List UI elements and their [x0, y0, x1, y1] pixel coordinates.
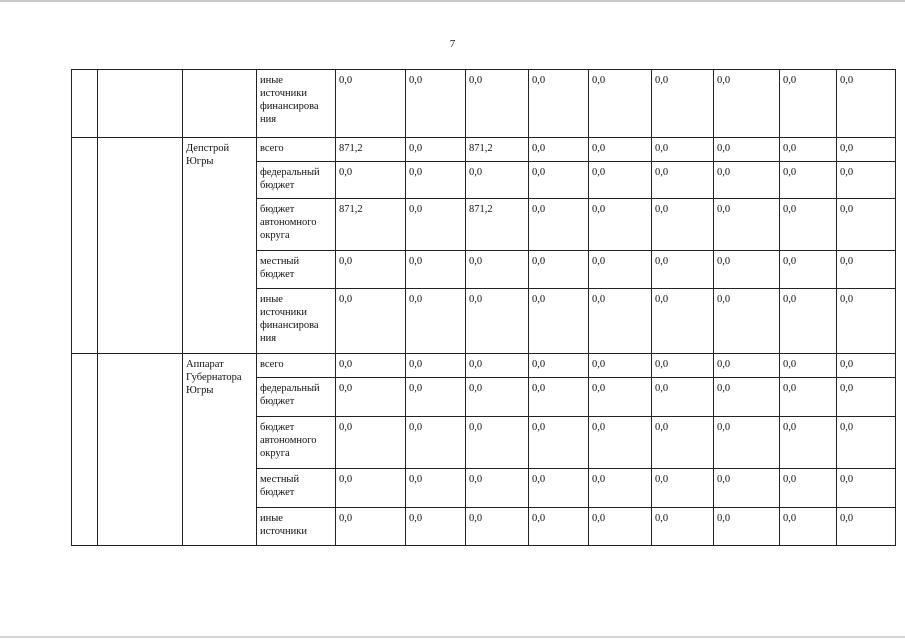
value-cell: 0,0: [466, 289, 529, 354]
value-cell: 0,0: [714, 354, 780, 378]
source-cell: бюджет автономного округа: [257, 417, 336, 469]
value-cell: 0,0: [652, 138, 714, 162]
value-cell: 0,0: [837, 508, 896, 546]
value-cell: 0,0: [780, 417, 837, 469]
value-cell: 0,0: [652, 162, 714, 199]
value-cell: 0,0: [336, 354, 406, 378]
value-cell: 0,0: [714, 162, 780, 199]
value-cell: 0,0: [529, 417, 589, 469]
source-cell: всего: [257, 354, 336, 378]
value-cell: 0,0: [466, 508, 529, 546]
value-cell: 0,0: [780, 354, 837, 378]
source-cell: федеральный бюджет: [257, 378, 336, 417]
value-cell: 0,0: [714, 70, 780, 138]
value-cell: 0,0: [589, 378, 652, 417]
value-cell: 0,0: [529, 378, 589, 417]
value-cell: 0,0: [466, 251, 529, 289]
value-cell: 0,0: [406, 138, 466, 162]
executor-cell: Депстрой Югры: [183, 138, 257, 354]
value-cell: 0,0: [589, 162, 652, 199]
value-cell: 0,0: [652, 417, 714, 469]
value-cell: 0,0: [780, 469, 837, 508]
value-cell: 0,0: [652, 289, 714, 354]
value-cell: 0,0: [589, 289, 652, 354]
value-cell: 0,0: [406, 251, 466, 289]
value-cell: 0,0: [714, 417, 780, 469]
value-cell: 0,0: [837, 354, 896, 378]
value-cell: 0,0: [780, 378, 837, 417]
value-cell: 0,0: [714, 378, 780, 417]
value-cell: 0,0: [336, 289, 406, 354]
value-cell: 0,0: [529, 70, 589, 138]
value-cell: 0,0: [837, 289, 896, 354]
value-cell: 0,0: [529, 162, 589, 199]
value-cell: 871,2: [336, 199, 406, 251]
value-cell: 0,0: [714, 138, 780, 162]
value-cell: 0,0: [406, 354, 466, 378]
value-cell: 0,0: [837, 417, 896, 469]
value-cell: 0,0: [336, 162, 406, 199]
value-cell: 0,0: [652, 199, 714, 251]
value-cell: 0,0: [652, 508, 714, 546]
value-cell: 0,0: [652, 469, 714, 508]
value-cell: 0,0: [837, 378, 896, 417]
value-cell: 0,0: [652, 251, 714, 289]
value-cell: 0,0: [589, 199, 652, 251]
value-cell: 0,0: [336, 508, 406, 546]
value-cell: 0,0: [529, 354, 589, 378]
value-cell: 0,0: [837, 199, 896, 251]
number-cell: [72, 354, 98, 546]
value-cell: 0,0: [406, 508, 466, 546]
value-cell: 0,0: [406, 378, 466, 417]
value-cell: 0,0: [837, 469, 896, 508]
table-row: [72, 70, 896, 138]
value-cell: 0,0: [466, 70, 529, 138]
value-cell: 0,0: [466, 162, 529, 199]
executor-cell: Аппарат Губернатора Югры: [183, 354, 257, 546]
funding-table: [71, 69, 896, 546]
value-cell: 0,0: [589, 70, 652, 138]
value-cell: 0,0: [780, 508, 837, 546]
value-cell: 0,0: [529, 289, 589, 354]
value-cell: 0,0: [529, 251, 589, 289]
value-cell: 0,0: [714, 199, 780, 251]
source-cell: иные источники финансирова ния: [257, 70, 336, 138]
source-cell: федеральный бюджет: [257, 162, 336, 199]
value-cell: 0,0: [406, 289, 466, 354]
value-cell: 0,0: [406, 199, 466, 251]
value-cell: 0,0: [336, 378, 406, 417]
value-cell: 871,2: [336, 138, 406, 162]
value-cell: 0,0: [652, 378, 714, 417]
value-cell: 0,0: [837, 251, 896, 289]
value-cell: 0,0: [714, 251, 780, 289]
value-cell: 0,0: [837, 162, 896, 199]
value-cell: 0,0: [780, 199, 837, 251]
value-cell: 0,0: [529, 508, 589, 546]
value-cell: 0,0: [466, 417, 529, 469]
value-cell: 0,0: [336, 469, 406, 508]
value-cell: 0,0: [652, 354, 714, 378]
source-cell: иные источники финансирова ния: [257, 289, 336, 354]
value-cell: 871,2: [466, 138, 529, 162]
value-cell: 0,0: [406, 162, 466, 199]
scan-edge-bottom: [0, 636, 905, 638]
source-cell: иные источники: [257, 508, 336, 546]
value-cell: 871,2: [466, 199, 529, 251]
value-cell: 0,0: [780, 162, 837, 199]
executor-cell: [183, 70, 257, 138]
measure-cell: [98, 70, 183, 138]
value-cell: 0,0: [589, 138, 652, 162]
value-cell: 0,0: [714, 289, 780, 354]
value-cell: 0,0: [589, 508, 652, 546]
value-cell: 0,0: [714, 508, 780, 546]
value-cell: 0,0: [466, 469, 529, 508]
table-row: [72, 354, 896, 378]
value-cell: 0,0: [406, 417, 466, 469]
value-cell: 0,0: [336, 70, 406, 138]
value-cell: 0,0: [529, 138, 589, 162]
value-cell: 0,0: [589, 469, 652, 508]
value-cell: 0,0: [466, 378, 529, 417]
value-cell: 0,0: [589, 417, 652, 469]
number-cell: [72, 138, 98, 354]
source-cell: бюджет автономного округа: [257, 199, 336, 251]
number-cell: [72, 70, 98, 138]
value-cell: 0,0: [780, 251, 837, 289]
table-row: [72, 138, 896, 162]
source-cell: местный бюджет: [257, 251, 336, 289]
value-cell: 0,0: [336, 417, 406, 469]
source-cell: всего: [257, 138, 336, 162]
value-cell: 0,0: [589, 251, 652, 289]
value-cell: 0,0: [589, 354, 652, 378]
source-cell: местный бюджет: [257, 469, 336, 508]
value-cell: 0,0: [837, 70, 896, 138]
value-cell: 0,0: [406, 469, 466, 508]
measure-cell: [98, 354, 183, 546]
value-cell: 0,0: [714, 469, 780, 508]
value-cell: 0,0: [336, 251, 406, 289]
value-cell: 0,0: [652, 70, 714, 138]
page-number: 7: [449, 38, 456, 50]
value-cell: 0,0: [406, 70, 466, 138]
value-cell: 0,0: [780, 138, 837, 162]
value-cell: 0,0: [529, 469, 589, 508]
value-cell: 0,0: [466, 354, 529, 378]
value-cell: 0,0: [837, 138, 896, 162]
scan-edge-top: [0, 0, 905, 2]
measure-cell: [98, 138, 183, 354]
value-cell: 0,0: [529, 199, 589, 251]
value-cell: 0,0: [780, 289, 837, 354]
value-cell: 0,0: [780, 70, 837, 138]
